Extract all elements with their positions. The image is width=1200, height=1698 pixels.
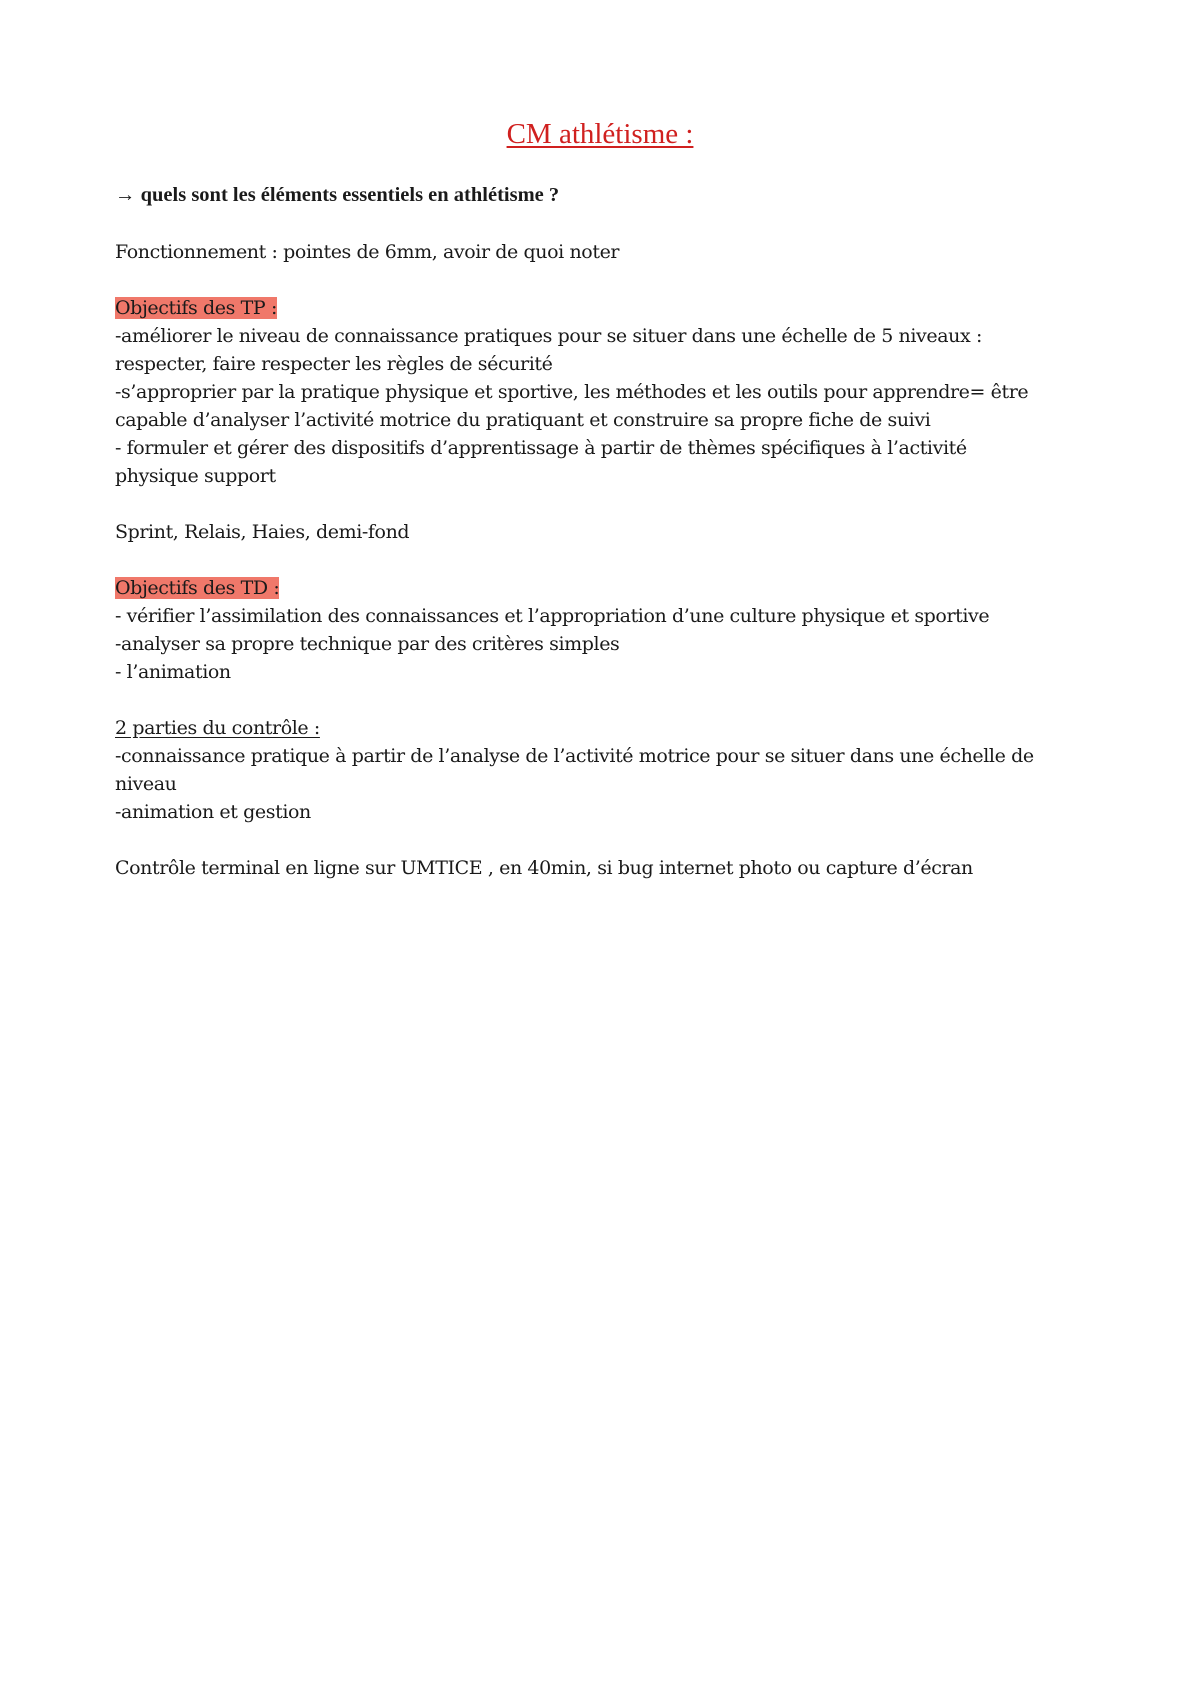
controle-line: -connaissance pratique à partir de l’analyse de l’activité motrice pour se situer dans une échelle de (115, 745, 1034, 767)
td-line: - l’animation (115, 661, 231, 683)
document-title: CM athlétisme : (506, 118, 694, 150)
fonctionnement-line: Fonctionnement : pointes de 6mm, avoir de quoi noter (115, 241, 620, 263)
td-line: -analyser sa propre technique par des critères simples (115, 633, 620, 655)
tp-line: - formuler et gérer des dispositifs d’apprentissage à partir de thèmes spécifiques à l’activité (115, 437, 967, 459)
controle-line: niveau (115, 773, 177, 795)
question-heading: → quels sont les éléments essentiels en athlétisme ? (115, 184, 560, 206)
tp-section (115, 294, 1085, 322)
controle-section (115, 714, 1085, 742)
tp-line: -s’approprier par la pratique physique et sportive, les méthodes et les outils pour apprendre= être (115, 381, 1029, 403)
tp-line: physique support (115, 465, 276, 487)
controle-line: -animation et gestion (115, 801, 311, 823)
terminal-line: Contrôle terminal en ligne sur UMTICE , en 40min, si bug internet photo ou capture d’écran (115, 857, 973, 879)
tp-heading: Objectifs des TP : (115, 297, 277, 319)
tp-line: respecter, faire respecter les règles de sécurité (115, 353, 553, 375)
disciplines-line: Sprint, Relais, Haies, demi-fond (115, 521, 410, 543)
td-section (115, 574, 1085, 602)
tp-line: capable d’analyser l’activité motrice du pratiquant et construire sa propre fiche de suivi (115, 409, 931, 431)
td-heading: Objectifs des TD : (115, 577, 280, 599)
document-body (115, 238, 1085, 882)
tp-line: -améliorer le niveau de connaissance pratiques pour se situer dans une échelle de 5 niveaux : (115, 325, 982, 347)
td-line: - vérifier l’assimilation des connaissances et l’appropriation d’une culture physique et sportive (115, 605, 990, 627)
controle-heading: 2 parties du contrôle : (115, 717, 320, 739)
